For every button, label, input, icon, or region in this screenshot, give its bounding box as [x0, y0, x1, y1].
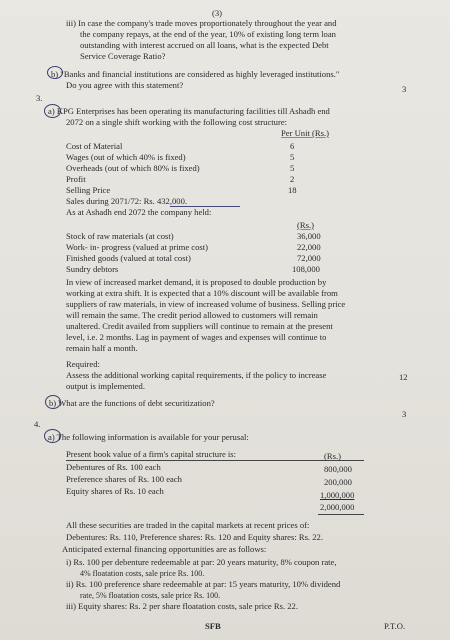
- cost-row-label: Wages (out of which 40% is fixed): [66, 152, 186, 162]
- required-label: Required:: [66, 359, 100, 369]
- footer-right: P.T.O.: [384, 621, 406, 631]
- q4-a-intro: a) The following information is available for your perusal:: [48, 432, 249, 442]
- traded-line: All these securities are traded in the capital markets at recent prices of:: [66, 520, 310, 530]
- cost-row-value: 5: [290, 152, 295, 162]
- cost-row-label: Profit: [66, 174, 86, 184]
- held-row-value: 22,000: [297, 242, 321, 252]
- held-row-label: Sundry debtors: [66, 264, 119, 274]
- q3-a-marks: 12: [399, 372, 408, 382]
- q3-a-intro-2: 2072 on a single shift working with the following cost structure:: [66, 117, 288, 127]
- cost-row-value: 2: [290, 174, 295, 184]
- cap-header: (Rs.): [324, 451, 341, 461]
- cost-row-label: Cost of Material: [66, 141, 123, 151]
- q2-iii-line-4: Service Coverage Ratio?: [80, 51, 166, 61]
- footer-center: SFB: [205, 621, 221, 631]
- q2-iii-line-2: the company repays, at the end of the year, 10% of existing long term loan: [80, 29, 336, 39]
- page-number: (3): [212, 8, 223, 18]
- sales-line: Sales during 2071/72: Rs. 432,000.: [66, 196, 188, 206]
- cap-total-rule: [318, 514, 364, 515]
- q3-para-line-4: will remain the same. The credit period allowed to customers will remain: [66, 310, 318, 320]
- prices-line: Debentures: Rs. 110, Preference shares: Rs. 120 and Equity shares: Rs. 22.: [66, 532, 323, 542]
- held-row-value: 72,000: [297, 253, 321, 263]
- held-row-label: Work- in- progress (valued at prime cost): [66, 242, 209, 252]
- q2-b-line-2: Do you agree with this statement?: [66, 80, 184, 90]
- q3-b: b) What are the functions of debt securitization?: [49, 398, 215, 408]
- assess-line-2: output is implemented.: [66, 381, 146, 391]
- anticipated-line: Anticipated external financing opportunities are as follows:: [62, 544, 267, 554]
- opp-ii-line-1: ii) Rs. 100 preference share redeemable at par: 15 years maturity, 10% dividend: [66, 579, 341, 589]
- held-row-value: 108,000: [292, 264, 320, 274]
- cap-row-label: Equity shares of Rs. 10 each: [66, 486, 164, 496]
- q3-para-line-7: remain half a month.: [66, 343, 138, 353]
- held-row-label: Stock of raw materials (at cost): [66, 231, 174, 241]
- q2-iii-line-1: iii) In case the company's trade moves proportionately throughout the year and: [66, 18, 337, 28]
- cap-row-value: 800,000: [324, 464, 352, 474]
- cap-title-rule: [66, 460, 364, 461]
- q3-para-line-1: In view of increased market demand, it is proposed to double production by: [66, 277, 327, 287]
- cost-row-label: Selling Price: [66, 185, 111, 195]
- q3-para-line-3: suppliers of raw materials, in view of increased volume of business. Selling price: [66, 299, 346, 309]
- cap-total: 2,000,000: [320, 502, 355, 512]
- opp-i-line-2: 4% floatation costs, sale price Rs. 100.: [80, 569, 205, 578]
- cost-row-value: 6: [290, 141, 295, 151]
- q2-b-line-1: b) "Banks and financial institutions are considered as highly leveraged institutions.": [51, 69, 340, 79]
- held-row-value: 36,000: [297, 231, 321, 241]
- held-line: As at Ashadh end 2072 the company held:: [66, 207, 212, 217]
- q2-iii-line-3: outstanding with interest accrued on all loans, what is the expected Debt: [80, 40, 329, 50]
- cost-row-value: 18: [288, 185, 297, 195]
- q3-para-line-5: unaltered. Credit availed from suppliers will continue to remain at the present: [66, 321, 333, 331]
- held-table-header: (Rs.): [297, 220, 314, 230]
- cost-row-value: 5: [290, 163, 295, 173]
- cost-table-header: Per Unit (Rs.): [281, 128, 329, 138]
- q3-para-line-6: level, i.e. 2 months. Lag in payment of wages and expenses will continue to: [66, 332, 327, 342]
- q3-b-marks: 3: [402, 409, 407, 419]
- opp-i-line-1: i) Rs. 100 per debenture redeemable at par: 20 years maturity, 8% coupon rate,: [66, 557, 337, 567]
- opp-iii-line-1: iii) Equity shares: Rs. 2 per share floatation costs, sale price Rs. 22.: [66, 601, 298, 611]
- held-row-label: Finished goods (valued at total cost): [66, 253, 191, 263]
- cap-row-label: Debentures of Rs. 100 each: [66, 462, 161, 472]
- q3-a-intro-1: a) KPG Enterprises has been operating its manufacturing facilities till Ashadh end: [48, 106, 330, 116]
- cap-title: Present book value of a firm's capital structure is:: [66, 449, 237, 459]
- cap-row-label: Preference shares of Rs. 100 each: [66, 474, 182, 484]
- cap-row-value: 200,000: [324, 477, 352, 487]
- q3-para-line-2: working at extra shift. It is expected that a 10% discount will be available from: [66, 288, 338, 298]
- cap-row-value: 1,000,000: [320, 490, 355, 500]
- q4-number: 4.: [34, 419, 41, 429]
- cost-row-label: Overheads (out of which 80% is fixed): [66, 163, 200, 173]
- opp-ii-line-2: rate, 5% floatation costs, sale price Rs. 100.: [80, 591, 221, 600]
- q3-number: 3.: [36, 93, 43, 103]
- q2-b-marks: 3: [402, 84, 407, 94]
- assess-line-1: Assess the additional working capital requirements, if the policy to increase: [66, 370, 327, 380]
